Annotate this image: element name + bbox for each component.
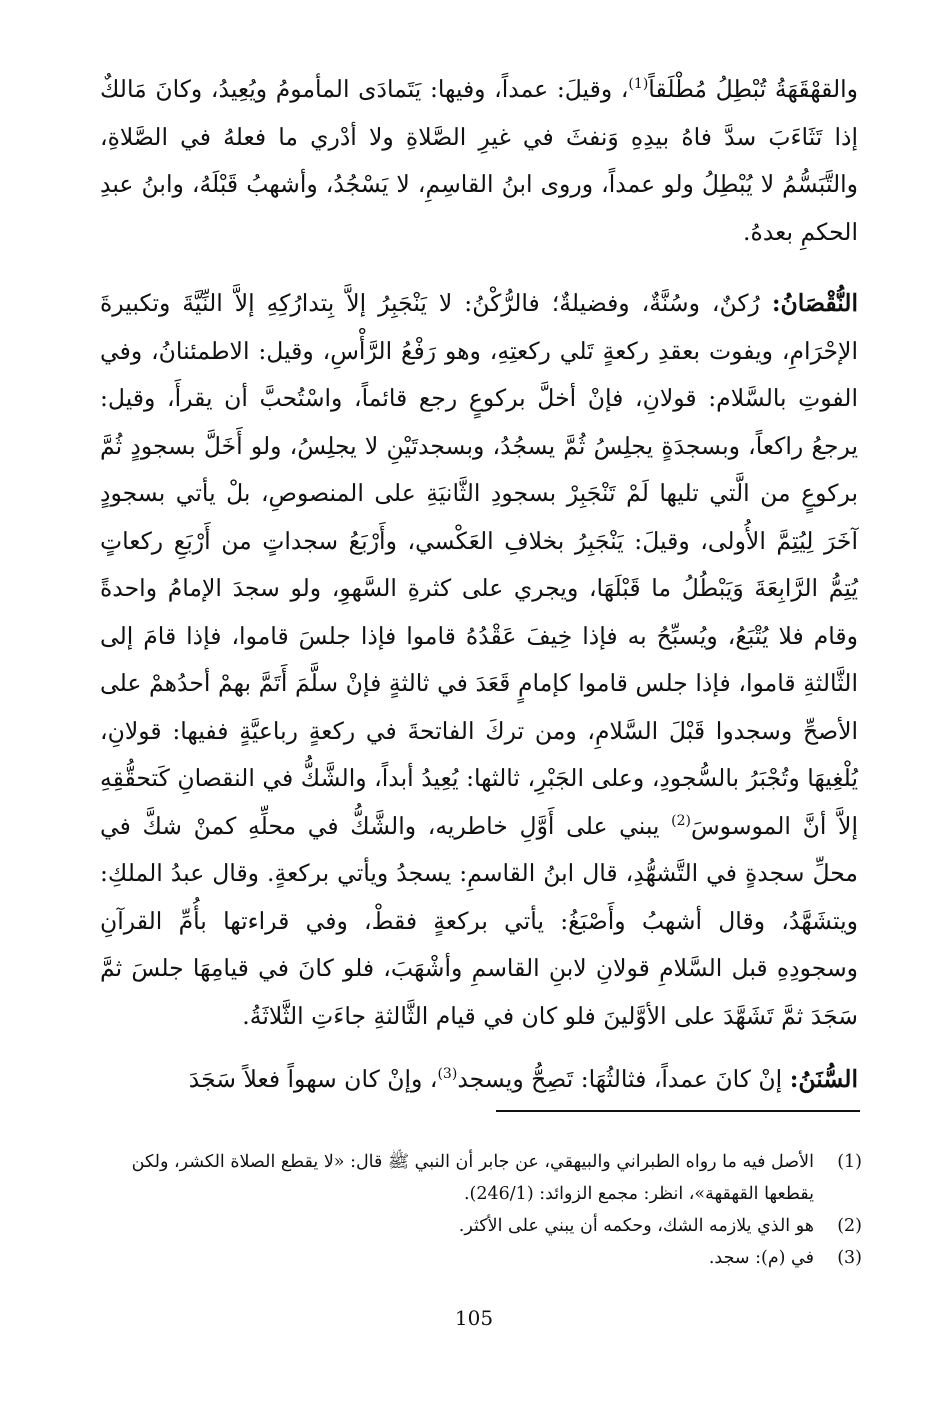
paragraph-3-text-a: إنْ كانَ عمداً، فثالثُهَا: تَصِحُّ ويسجد — [457, 1065, 790, 1093]
paragraph-3-heading: السُّنَنُ: — [789, 1065, 858, 1093]
paragraph-2-text-b: يبني على أَوَّلِ خاطريه، والشَّكُّ في محلِّهِ كمنْ شكَّ في محلِّ سجدةٍ في التَّشهُّدِ، قال ابنُ القاسمِ: يسجدُ ويأتي بركعةٍ. وقال عبدُ الملكِ: ويتشَهَّدُ، وقال أشهبُ وأَصْبَغُ: يأتي بركعةٍ فقطْ، وفي قراءتها بأُمِّ القرآنِ وسجودِهِ قبل السَّلامِ قولانِ لابنِ القاسمِ وأشْهَبَ، فلو كانَ في قيامِهَا جلسَ ثمَّ سَجَدَ ثمَّ تَشَهَّدَ على الأوَّلينَ فلو كان في قيام الثَّالثةِ جاءَتِ الثَّلاثَةُ. — [100, 811, 858, 1030]
paragraph-3 — [100, 1056, 858, 1104]
footnote-ref-1: (1) — [628, 76, 649, 93]
footnote-separator — [496, 1110, 860, 1112]
paragraph-1-text-b: ، وقيلَ: عمداً، وفيها: يَتَمادَى المأمومُ ويُعِيدُ، وكانَ مَالكٌ إذا تَثَاءَبَ سدَّ فاهُ بيدِهِ وَنفثَ في غيرِ الصَّلاةِ ولا أدْري ما فعلهُ في الصَّلاةِ، والتَّبَسُّمُ لا يُبْطِلُ ولو عمداً، وروى ابنُ القاسِمِ، لا يَسْجُدُ، وأشهبُ قَبْلَهُ، وابنُ عبدِ الحكمِ بعدهُ. — [100, 75, 858, 246]
footnote-text: في (م): سجد. — [708, 1248, 814, 1268]
paragraph-1 — [100, 66, 858, 256]
footnote-text: هو الذي يلازمه الشك، وحكمه أن يبني على الأكثر. — [458, 1216, 814, 1236]
footnote-1 — [100, 1146, 862, 1210]
paragraph-2 — [100, 280, 858, 1040]
footnote-number: (1) — [837, 1152, 862, 1172]
paragraph-2-heading: النُّقْصَانُ: — [771, 289, 858, 317]
footnote-number: (2) — [837, 1216, 862, 1236]
paragraph-1-text-a: والقهْقَهَةُ تُبْطِلُ مُطْلَقاً — [648, 75, 858, 103]
paragraph-2-text-a: رُكنٌ، وسُنَّةٌ، وفضيلةٌ؛ فالرُّكْنُ: لا يَنْجَبِرُ إلاَّ بِتدارُكِهِ إلاَّ النِّيَّةَ وتكبيرةَ الإحْرَامِ، ويفوت بعقدِ ركعةٍ تَلي ركعتِهِ، وهو رَفْعُ الرَّأْسِ، وقيل: الاطمئنانُ، وفي الفوتِ بالسَّلام: قولانِ، فإنْ أخلَّ بركوعٍ رجع قائماً، واسْتُحبَّ أن يقرأَ، وقيل: يرجعُ راكعاً، وبسجدَةٍ يجلِسُ ثُمَّ يسجُدُ، وبسجدتَيْنِ لا يجلِسُ، ولو أَخَلَّ بسجودٍ ثُمَّ بركوعٍ من الَّتي تليها لَمْ تَنْجَبِرْ بسجودِ الثَّانيَةِ على المنصوصِ، بلْ يأتي بسجودٍ آخَرَ لِيُتِمَّ الأُولى، وقيلَ: يَنْجَبِرُ بخلافِ العَكْسي، وأَرْبَعُ سجداتٍ من أَرْبَعِ ركعاتٍ يُتِمُّ الرَّابِعَةَ وَيَبْطُلُ ما قَبْلَهَا، ويجري على كثرةِ السَّهوِ، ولو سجدَ الإمامُ واحدةً وقام فلا يُتْبَعُ، ويُسبِّحُ به فإذا خِيفَ عَقْدُهُ قاموا فإذا جلسَ قاموا، فإذا قامَ إلى الثَّالثةِ قاموا، فإذا جلس قاموا كإمامٍ قَعَدَ في ثالثةٍ فإنْ سلَّمَ أَتَمَّ بهمْ أحدُهمْ على الأصحِّ وسجدوا قَبْلَ السَّلامِ، ومن تركَ الفاتحةَ في ركعةٍ رباعيَّةٍ ففيها: قولانِ، يُلْغِيهَا وتُجْبَرُ بالسُّجودِ، وعلى الجَبْرِ، ثالثها: يُعِيدُ أبداً، والشَّكُّ في النقصانِ كَتحقُّقِهِ إلاَّ أنَّ الموسوسَ — [100, 289, 858, 840]
paragraph-3-text-b: ، وإنْ كان سهواً فعلاً سَجَدَ — [188, 1065, 438, 1093]
footnote-text: الأصل فيه ما رواه الطبراني والبيهقي، عن جابر أن النبي ﷺ قال: «لا يقطع الصلاة الكشر، ولكن يقطعها القهقهة»، انظر: مجمع الزوائد: (246/1). — [131, 1152, 814, 1204]
footnotes — [100, 1146, 862, 1274]
footnote-3 — [100, 1242, 862, 1274]
footnote-2 — [100, 1210, 862, 1242]
main-text — [100, 66, 858, 1104]
footnote-ref-2: (2) — [671, 812, 691, 829]
page-number: 105 — [454, 1306, 494, 1330]
footnote-number: (3) — [837, 1248, 862, 1268]
footnote-ref-3: (3) — [437, 1066, 458, 1083]
